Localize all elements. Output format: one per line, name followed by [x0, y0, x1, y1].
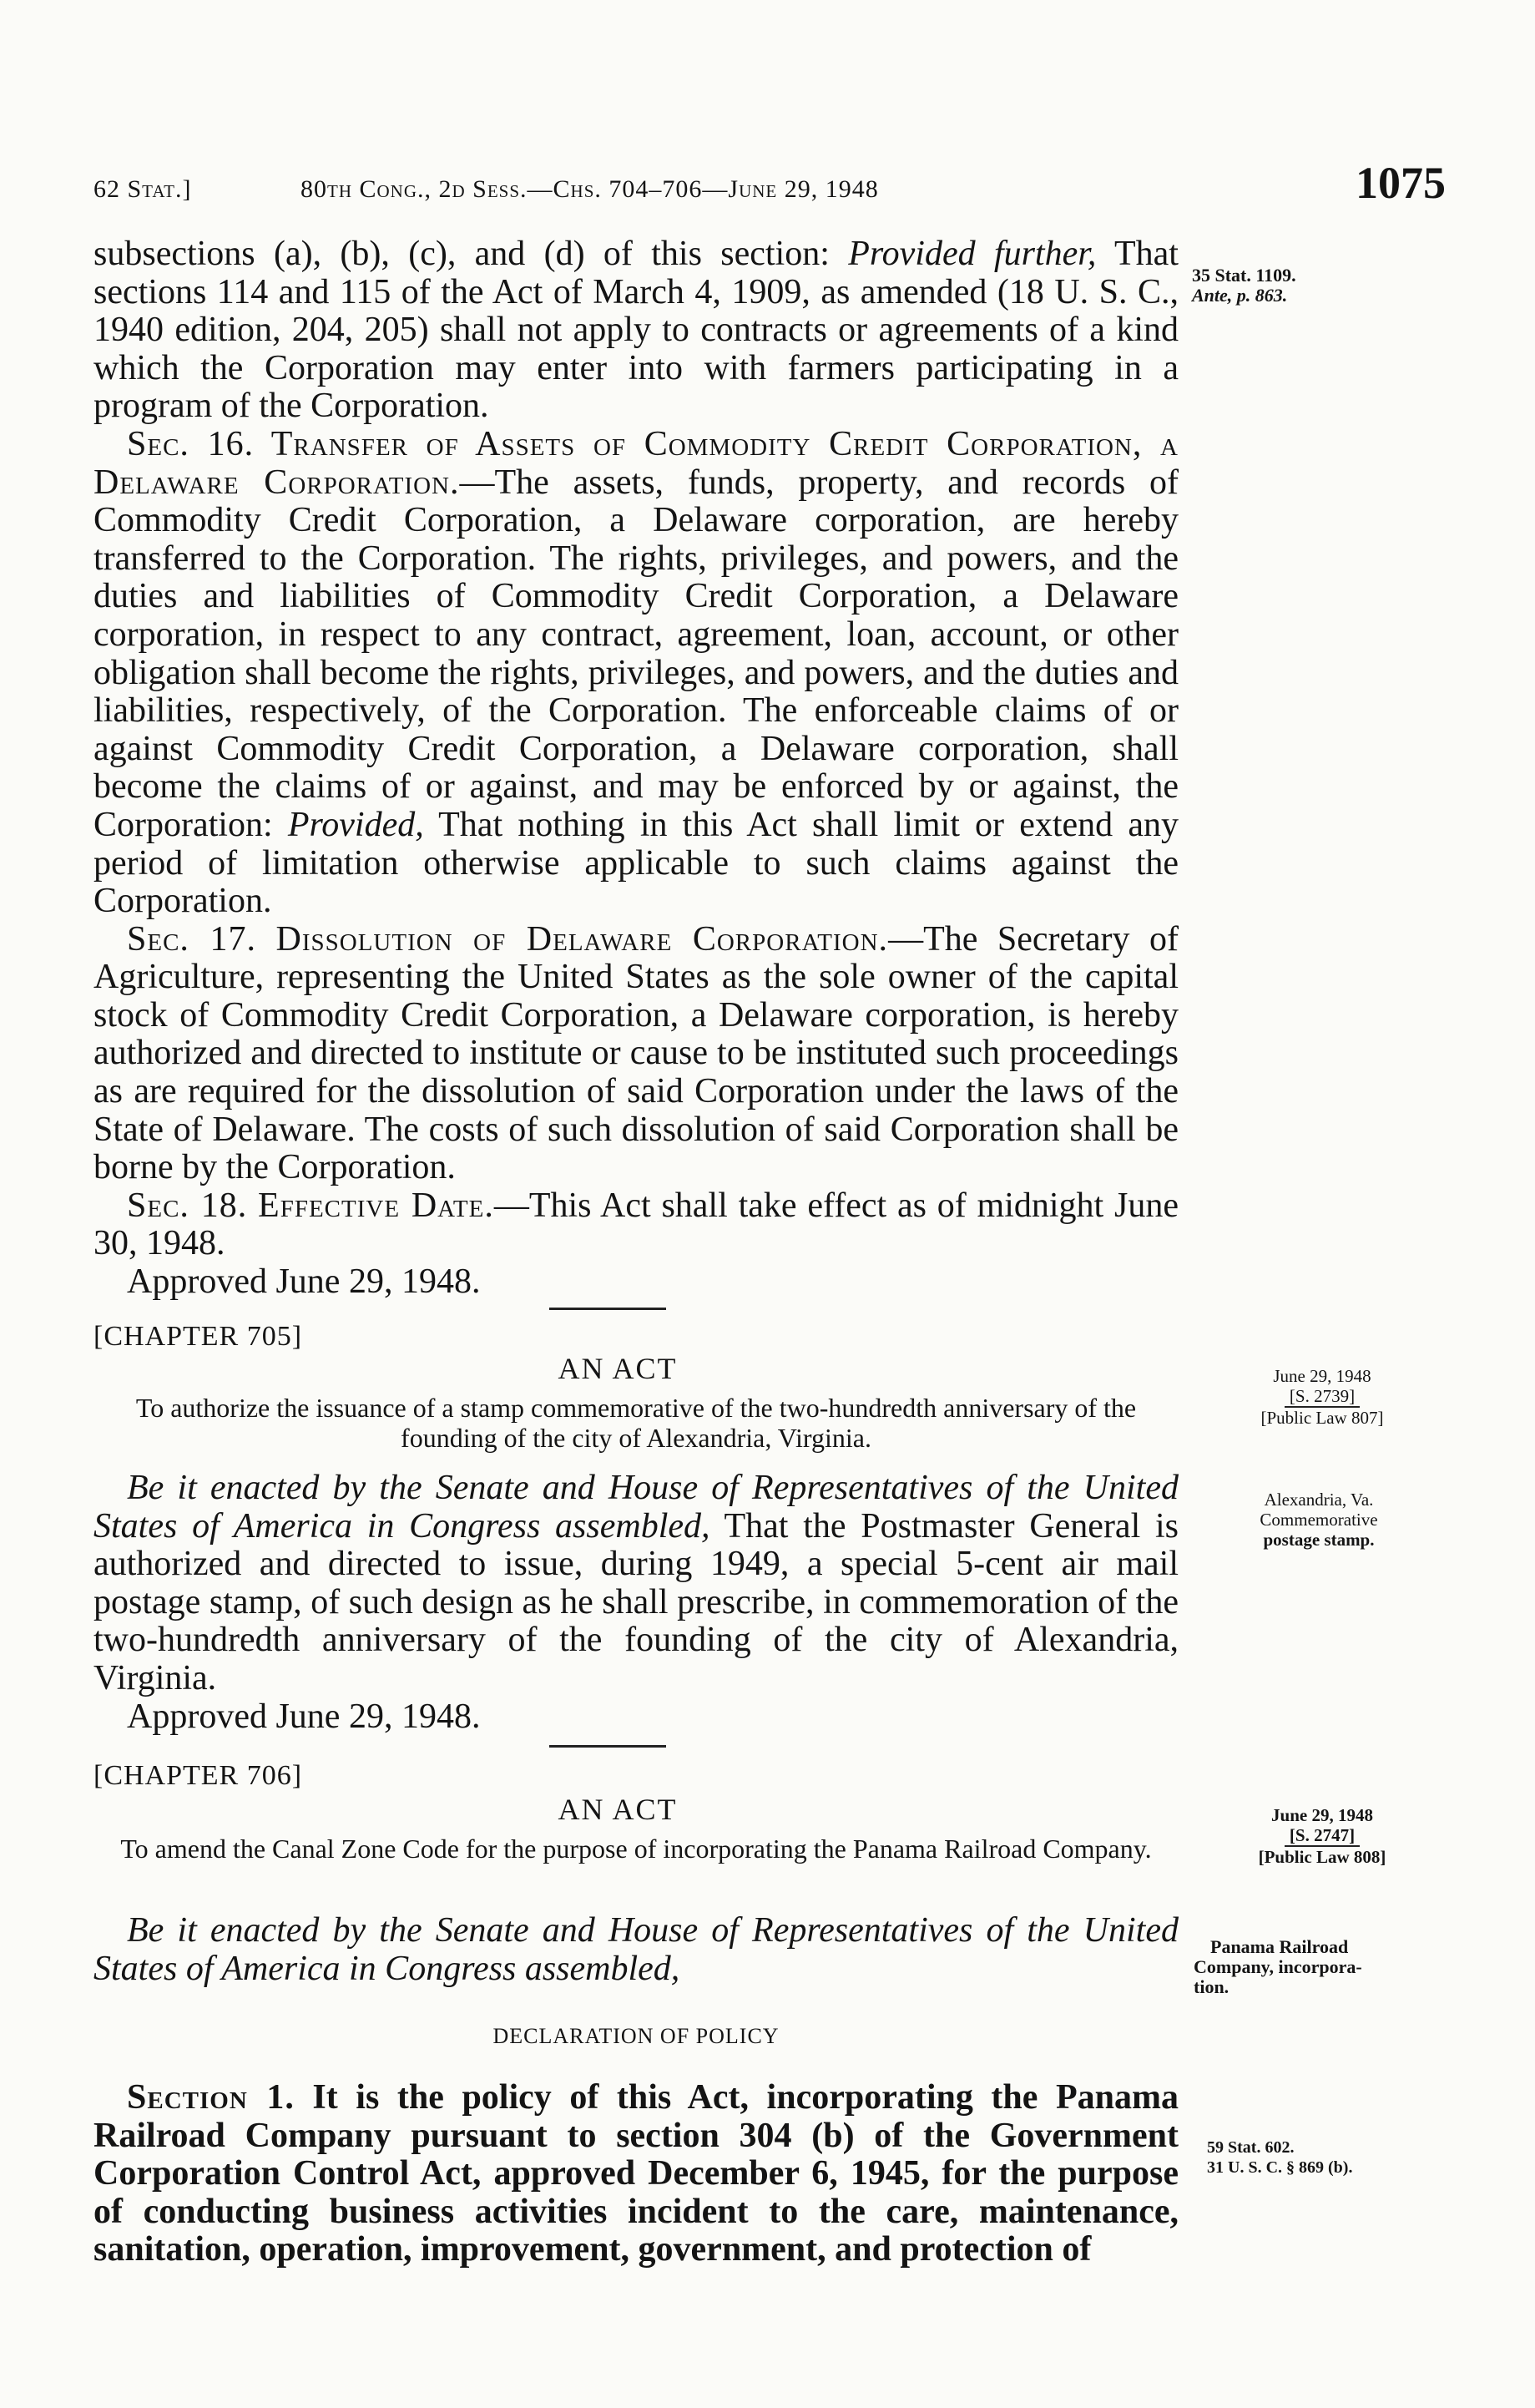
- enacting-clause-705: Be it enacted by the Senate and House of Representatives of the United States of America in Congress assembled, That the Postmaster General is authorized and directed to issue, during 1949, a special 5-cent air mail postage stamp, of such design as he shall prescribe, in commemoration of the two-hundredth anniversary of the founding of the city of Alexandria, Virginia. Approved June 29, 1948.: [93, 1469, 1179, 1736]
- an-act-heading: AN ACT: [558, 1352, 678, 1385]
- paragraph-subsections: subsections (a), (b), (c), and (d) of this section: Provided further, That sections 114 and 115 of the Act of March 4, 1909, as amended (18 U. S. C., 1940 edition, 204, 205) shall not apply to contracts or agreements of a kind which the Corporation may enter into with farmers participating in a program of the Corporation.: [93, 235, 1179, 426]
- margin-bill-info: June 29, 1948 [S. 2747] [Public Law 808]: [1258, 1805, 1386, 1867]
- divider-rule: [549, 1745, 666, 1748]
- chapter-705-heading: [CHAPTER 705]: [93, 1321, 303, 1352]
- margin-citations: 59 Stat. 602. 31 U. S. C. § 869 (b).: [1207, 2138, 1353, 2177]
- paragraph-sec18: Sec. 18. Effective Date.—This Act shall take effect as of midnight June 30, 1948.: [93, 1186, 1179, 1263]
- act-title: To amend the Canal Zone Code for the purpose of incorporating the Panama Railroad Company.: [120, 1834, 1152, 1864]
- approved-line: Approved June 29, 1948.: [127, 1262, 481, 1302]
- an-act-heading: AN ACT: [558, 1793, 678, 1826]
- paragraph-sec16: Sec. 16. Transfer of Assets of Commodity Credit Corporation, a Delaware Corporation.—The assets, funds, property, and records of Commodity Credit Corporation, a Delaware corporation, are hereby transferred to the Corporation. The rights, privileges, and powers, and the duties and liabilities of Commodity Credit Corporation, a Delaware corporation, in respect to any contract, agreement, loan, account, or other obligation shall become the rights, privileges, and powers, and the duties and liabilities, respectively, of the Corporation. The enforceable claims of or against Commodity Credit Corporation, a Delaware corporation, shall become the claims of or against, and may be enforced by or against, the Corporation: Provided, That nothing in this Act shall limit or extend any period of limitation otherwise applicable to such claims against the Corporation.: [93, 424, 1179, 921]
- enacting-clause-706: Be it enacted by the Senate and House of Representatives of the United States of America in Congress assembled,: [93, 1911, 1179, 1988]
- session-line: 80th Cong., 2d Sess.—Chs. 704–706—June 29, 1948: [300, 175, 879, 203]
- margin-subject-706: Panama Railroad Company, incorpora- tion.: [1194, 1936, 1362, 1997]
- margin-subject-705: Alexandria, Va. Commemorative postage stamp.: [1260, 1490, 1378, 1550]
- divider-rule: [549, 1308, 666, 1310]
- margin-note-top: 35 Stat. 1109. Ante, p. 863.: [1192, 265, 1296, 306]
- section-body-top: [93, 235, 1179, 1302]
- chapter-706-heading: [CHAPTER 706]: [93, 1760, 303, 1791]
- declaration-heading: DECLARATION OF POLICY: [492, 2024, 780, 2048]
- page-number: 1075: [1356, 158, 1446, 208]
- running-header: [93, 157, 1446, 207]
- margin-bill-info: June 29, 1948 [S. 2739] [Public Law 807]: [1260, 1366, 1384, 1428]
- section1-paragraph: Section 1. It is the policy of this Act, incorporating the Panama Railroad Company pursuant to section 304 (b) of the Government Corporation Control Act, approved December 6, 1945, for the purpose of conducting business activities incident to the care, maintenance, sanitation, operation, improvement, government, and protection of: [93, 2078, 1179, 2269]
- approved-line: Approved June 29, 1948.: [127, 1697, 481, 1736]
- act-title: To authorize the issuance of a stamp commemorative of the two-hundredth anniversary of the founding of the city of Alexandria, Virginia.: [135, 1393, 1137, 1453]
- stat-reference: 62 Stat.]: [93, 175, 192, 203]
- paragraph-sec17: Sec. 17. Dissolution of Delaware Corporation.—The Secretary of Agriculture, representing the United States as the sole owner of the capital stock of Commodity Credit Corporation, a Delaware corporation, is hereby authorized and directed to institute or cause to be instituted such proceedings as are required for the dissolution of said Corporation under the laws of the State of Delaware. The costs of such dissolution of said Corporation shall be borne by the Corporation.: [93, 919, 1179, 1187]
